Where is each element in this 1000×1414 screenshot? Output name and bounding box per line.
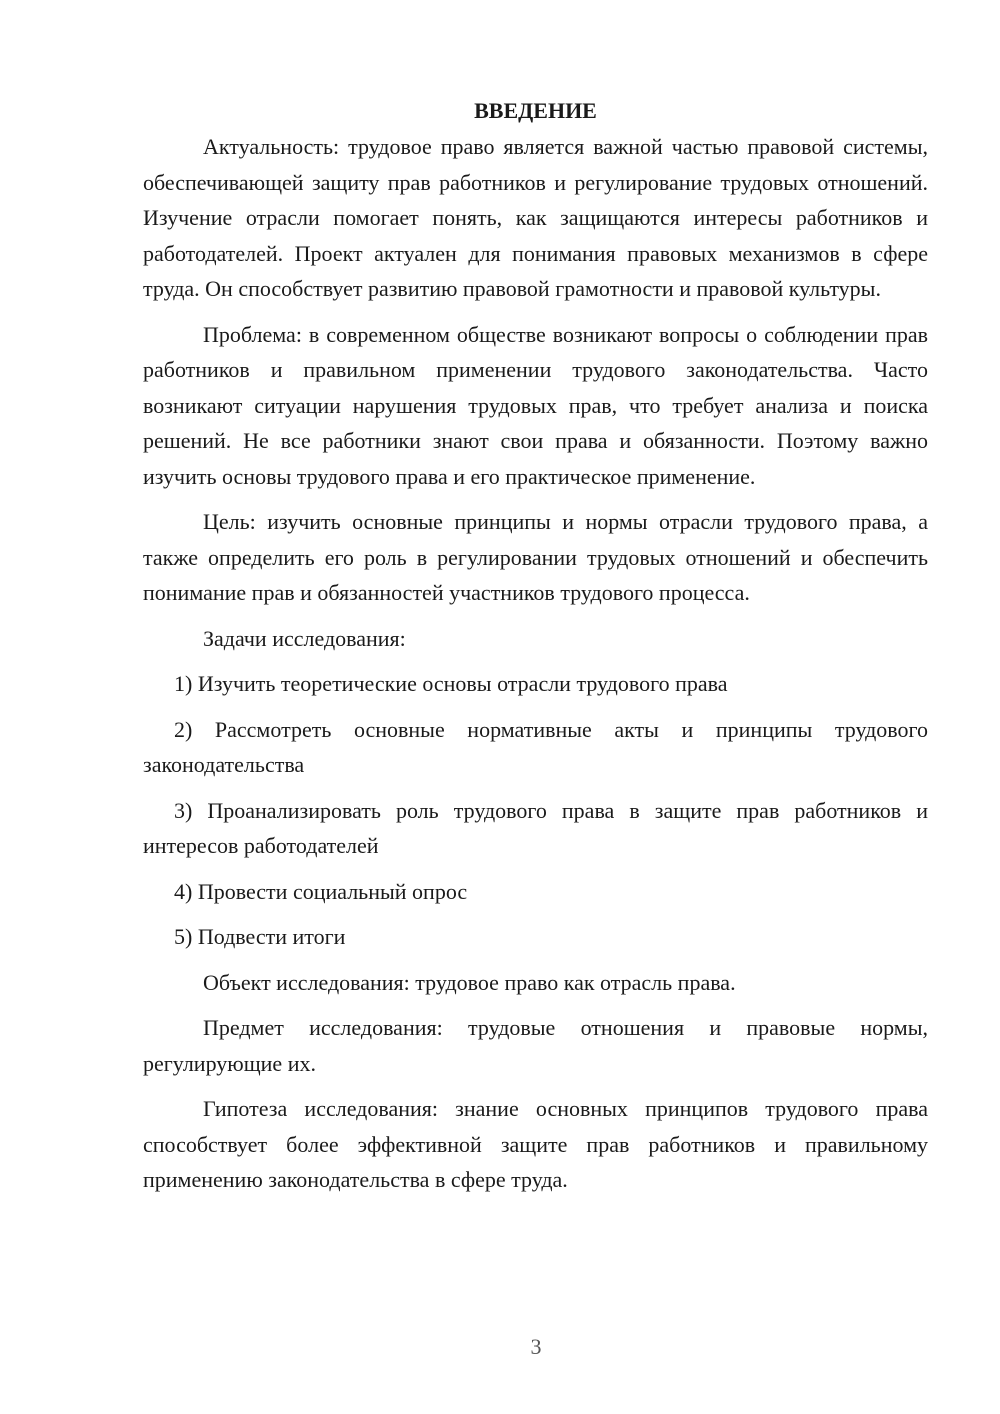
document-page — [143, 93, 928, 1208]
list-item: 4) Провести социальный опрос — [174, 878, 468, 904]
tasks-list — [143, 666, 928, 955]
paragraph-object: Объект исследования: трудовое право как отрасль права. — [203, 969, 736, 995]
paragraph-subject: Предмет исследования: трудовые отношения и правовые нормы, регулирующие их. — [143, 1015, 928, 1076]
paragraph-goal: Цель: изучить основные принципы и нормы отрасли трудового права, а также определить его роль в регулировании трудовых отношений и обеспечить понимание прав и обязанностей участников трудового процесса. — [143, 509, 928, 605]
paragraph-problem: Проблема: в современном обществе возникают вопросы о соблюдении прав работников и правильном применении трудового законодательства. Часто возникают ситуации нарушения трудовых прав, что требует анализа и поиска решений. Не все работники знают свои права и обязанности. Поэтому важно изучить основы трудового права и его практическое применение. — [143, 321, 928, 489]
list-item: 3) Проанализировать роль трудового права в защите прав работников и интересов работодателей — [143, 797, 928, 858]
list-item: 5) Подвести итоги — [174, 924, 346, 949]
paragraph-relevance: Актуальность: трудовое право является важной частью правовой системы, обеспечивающей защиту прав работников и регулирование трудовых отношений. Изучение отрасли помогает понять, как защищаются интересы работников и работодателей. Проект актуален для понимания правовых механизмов в сфере труда. Он способствует развитию правовой грамотности и правовой культуры. — [143, 134, 928, 301]
paragraph-hypothesis: Гипотеза исследования: знание основных принципов трудового права способствует более эффективной защите прав работников и правильному применению законодательства в сфере труда. — [143, 1096, 928, 1192]
list-item: 2) Рассмотреть основные нормативные акты и принципы трудового законодательства — [143, 716, 928, 777]
section-title: ВВЕДЕНИЕ — [474, 98, 597, 123]
list-item: 1) Изучить теоретические основы отрасли трудового права — [174, 671, 728, 696]
page-number: 3 — [530, 1334, 542, 1359]
tasks-heading: Задачи исследования: — [203, 625, 406, 651]
